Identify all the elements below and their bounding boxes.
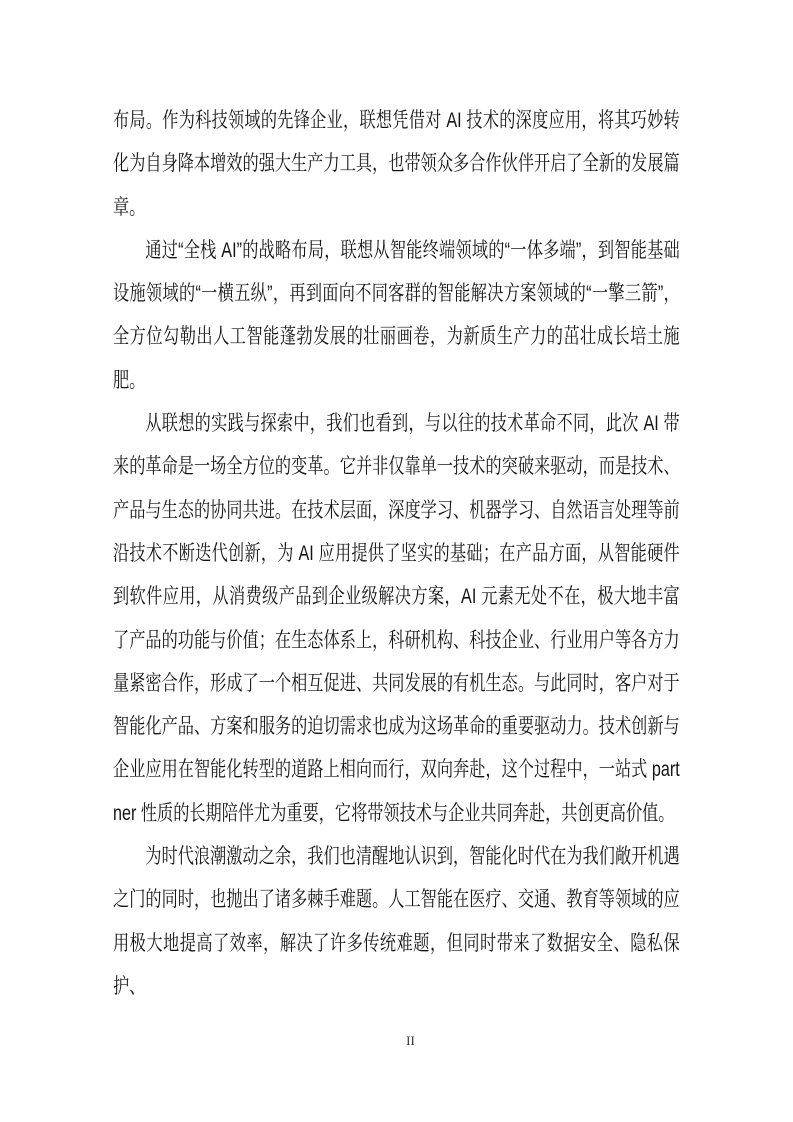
- paragraph: 布局。作为科技领域的先锋企业，联想凭借对 AI 技术的深度应用，将其巧妙转化为自身降本增效的强大生产力工具，也带领众多合作伙伴开启了全新的发展篇章。: [113, 109, 680, 219]
- paragraph: 通过“全栈 AI”的战略布局，联想从智能终端领域的“一体多端”，到智能基础设施领域的“一横五纵”，再到面向不同客群的智能解决方案领域的“一擎三箭”，全方位勾勒出人工智能蓬勃发展的壮丽画卷，为新质生产力的茁壮成长培土施肥。: [113, 238, 680, 392]
- document-body: [113, 99, 680, 1008]
- paragraph: 从联想的实践与探索中，我们也看到，与以往的技术革命不同，此次 AI 带来的革命是一场全方位的变革。它并非仅靠单一技术的突破来驱动，而是技术、产品与生态的协同共进。在技术层面，深度学习、机器学习、自然语言处理等前沿技术不断迭代创新，为 AI 应用提供了坚实的基础；在产品方面，从智能硬件到软件应用，从消费级产品到企业级解决方案，AI 元素无处不在，极大地丰富了产品的功能与价值；在生态体系上，科研机构、科技企业、行业用户等各方力量紧密合作，形成了一个相互促进、共同发展的有机生态。与此同时，客户对于智能化产品、方案和服务的迫切需求也成为这场革命的重要驱动力。技术创新与企业应用在智能化转型的道路上相向而行，双向奔赴，这个过程中，一站式 partner 性质的长期陪伴尤为重要，它将带领技术与企业共同奔赴，共创更高价值。: [113, 412, 680, 825]
- page-number: II: [406, 1033, 415, 1048]
- paragraph: 为时代浪潮激动之余，我们也清醒地认识到，智能化时代在为我们敞开机遇之门的同时，也抛出了诸多棘手难题。人工智能在医疗、交通、教育等领域的应用极大地提高了效率，解决了许多传统难题，但同时带来了数据安全、隐私保护、: [113, 845, 680, 998]
- page-footer: [0, 1033, 793, 1048]
